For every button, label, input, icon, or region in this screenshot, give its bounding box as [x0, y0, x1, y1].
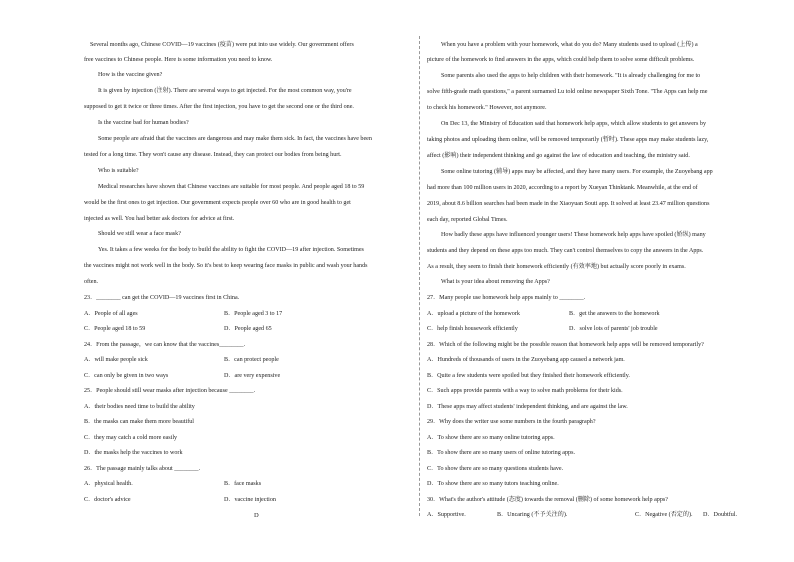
q24-option-c[interactable]: C．can only be given in two ways — [84, 373, 169, 379]
section-question: How is the vaccine given? — [98, 72, 163, 78]
q24-option-a[interactable]: A．will make people sick — [84, 357, 148, 363]
q28-option-a[interactable]: A．Hundreds of thousands of users in the Zuoyebang app caused a network jam. — [427, 357, 625, 363]
section-question: Should we still wear a face mask? — [98, 231, 181, 237]
passage-line: Medical researches have shown that Chinese vaccines are suitable for most people. And people aged 18 to 59 — [98, 184, 365, 190]
question-27-stem: 27．Many people use homework help apps mainly to ________. — [427, 295, 586, 301]
q25-option-d[interactable]: D．the masks help the vaccines to work — [84, 450, 183, 456]
q29-option-d[interactable]: D．To show there are so many tutors teaching online. — [427, 481, 559, 487]
q27-option-b[interactable]: B．get the answers to the homework — [569, 311, 660, 317]
question-26-stem: 26．The passage mainly talks about ________. — [84, 466, 201, 472]
passage-line: injected as well. You had better ask doctors for advice at first. — [84, 216, 235, 222]
q24-option-b[interactable]: B．can protect people — [224, 357, 279, 363]
passage-line: How badly these apps have influenced younger users! These homework help apps have spoiled (娇纵) many — [441, 232, 706, 238]
q29-option-c[interactable]: C．To show there are so many questions students have. — [427, 466, 564, 472]
section-question: What is your idea about removing the Apps? — [441, 279, 550, 285]
question-24-stem: 24．From the passage，we can know that the vaccines________. — [84, 342, 246, 348]
question-28-stem: 28．Which of the following might be the possible reason that homework help apps will be removed temporarily? — [427, 342, 704, 348]
q25-option-a[interactable]: A．their bodies need time to build the ability — [84, 404, 195, 410]
q27-option-a[interactable]: A．upload a picture of the homework — [427, 311, 520, 317]
passage-line: often. — [84, 279, 99, 285]
page-mark: D — [254, 512, 259, 519]
question-23-stem: 23．________ can get the COVID—19 vaccines first in China. — [84, 295, 240, 301]
q27-option-c[interactable]: C．help finish housework efficiently — [427, 326, 518, 332]
passage-line: Some parents also used the apps to help children with their homework. "It is already challenging for me to — [441, 73, 701, 79]
q26-option-c[interactable]: C．doctor's advice — [84, 497, 131, 503]
q30-option-c[interactable]: C．Negative (否定的). — [635, 512, 693, 518]
q30-option-b[interactable]: B．Uncaring (不予关注的). — [497, 512, 568, 518]
question-25-stem: 25．People should still wear masks after injection because ________. — [84, 388, 256, 394]
q28-option-b[interactable]: B．Quite a few students were spoiled but they finished their homework efficiently. — [427, 373, 630, 379]
divider — [419, 36, 420, 516]
question-29-stem: 29．Why does the writer use some numbers in the fourth paragraph? — [427, 419, 596, 425]
passage-line: 2019, about 8.6 billion searches had been made in the Xiaoyuan Souti app. It solved at least 23.47 million questions — [427, 201, 710, 207]
q23-option-b[interactable]: B．People aged 3 to 17 — [224, 311, 283, 317]
passage-line: picture of the homework to find answers in the apps, which could help them to solve some difficult problems. — [427, 57, 695, 63]
q25-option-c[interactable]: C．they may catch a cold more easily — [84, 435, 178, 441]
question-30-stem: 30．What's the author's attitude (态度) towards the removal (删除) of some homework help apps? — [427, 497, 668, 503]
passage-line: had more than 100 million users in 2020, according to a report by Xueyan Thinktank. Meanwhile, at the end of — [427, 185, 698, 191]
passage-line: On Dec 13, the Ministry of Education said that homework help apps, which allow students to get answers by — [441, 121, 707, 127]
q23-option-d[interactable]: D．People aged 65 — [224, 326, 272, 332]
passage-line: free vaccines to Chinese people. Here is some information you need to know. — [84, 57, 273, 63]
q24-option-d[interactable]: D．are very expensive — [224, 373, 281, 379]
q26-option-b[interactable]: B．face masks — [224, 481, 262, 487]
passage-line: It is given by injection (注射). There are several ways to get injected. For the most common way, you're — [98, 88, 352, 94]
q29-option-a[interactable]: A．To show there are so many online tutoring apps. — [427, 435, 555, 441]
q25-option-b[interactable]: B．the masks can make them more beautiful — [84, 419, 194, 425]
passage-line: Yes. It takes a few weeks for the body to build the ability to fight the COVID—19 after injection. Sometimes — [98, 247, 364, 253]
passage-line: Some people are afraid that the vaccines are dangerous and may make them sick. In fact, the vaccines have been — [98, 136, 372, 142]
passage-line: the vaccines might not work well in the body. So it's best to keep wearing face masks in public and wash your hands — [84, 263, 368, 269]
passage-line: As a result, they seem to finish their homework efficiently (有效率地) but actually score poorly in exams. — [427, 264, 686, 270]
q23-option-c[interactable]: C．People aged 18 to 59 — [84, 326, 146, 332]
passage-line: supposed to get it twice or three times. After the first injection, you have to get the second one or the third one. — [84, 104, 354, 110]
section-question: Is the vaccine bad for human bodies? — [98, 120, 189, 126]
q26-option-a[interactable]: A．physical health. — [84, 481, 133, 487]
passage-line: Several months ago, Chinese COVID—19 vaccines (疫苗) were put into use widely. Our government offers — [90, 42, 354, 48]
passage-line: solve fifth-grade math questions," a parent surnamed Lu told online newspaper Sixth Tone. "The Apps can help me — [427, 89, 708, 95]
q30-option-d[interactable]: D．Doubtful. — [703, 512, 738, 518]
q28-option-d[interactable]: D．These apps may affect students' independent thinking, and are against the law. — [427, 404, 628, 410]
passage-line: affect (影响) their independent thinking and go against the law of education and teaching, the ministry said. — [427, 153, 690, 159]
passage-line: taking photos and uploading them online, will be removed temporarily (暂时). These apps may make students lazy, — [427, 137, 709, 143]
passage-line: to check his homework." However, not anymore. — [427, 105, 547, 111]
q29-option-b[interactable]: B．To show there are so many users of online tutoring apps. — [427, 450, 575, 456]
passage-line: tested for a long time. They won't cause any disease. Instead, they can protect our bodies from being hurt. — [84, 152, 342, 158]
q30-option-a[interactable]: A．Supportive. — [427, 512, 466, 518]
q28-option-c[interactable]: C．Such apps provide parents with a way to solve math problems for their kids. — [427, 388, 623, 394]
q23-option-a[interactable]: A．People of all ages — [84, 311, 138, 317]
q27-option-d[interactable]: D．solve lots of parents' job trouble — [569, 326, 658, 332]
passage-line: Some online tutoring (辅导) apps may be affected, and they have many users. For example, the Zuoyebang app — [441, 169, 713, 175]
passage-line: would be the first ones to get injection. Our government expects people over 60 who are in good health to get — [84, 200, 351, 206]
q26-option-d[interactable]: D．vaccine injection — [224, 497, 276, 503]
passage-line: each day, reported Global Times. — [427, 217, 508, 223]
passage-line: students and they depend on these apps too much. They can't control themselves to copy the answers in the Apps. — [427, 248, 704, 254]
section-question: Who is suitable? — [98, 168, 139, 174]
passage-line: When you have a problem with your homework, what do you do? Many students used to upload (上传) a — [441, 42, 698, 48]
